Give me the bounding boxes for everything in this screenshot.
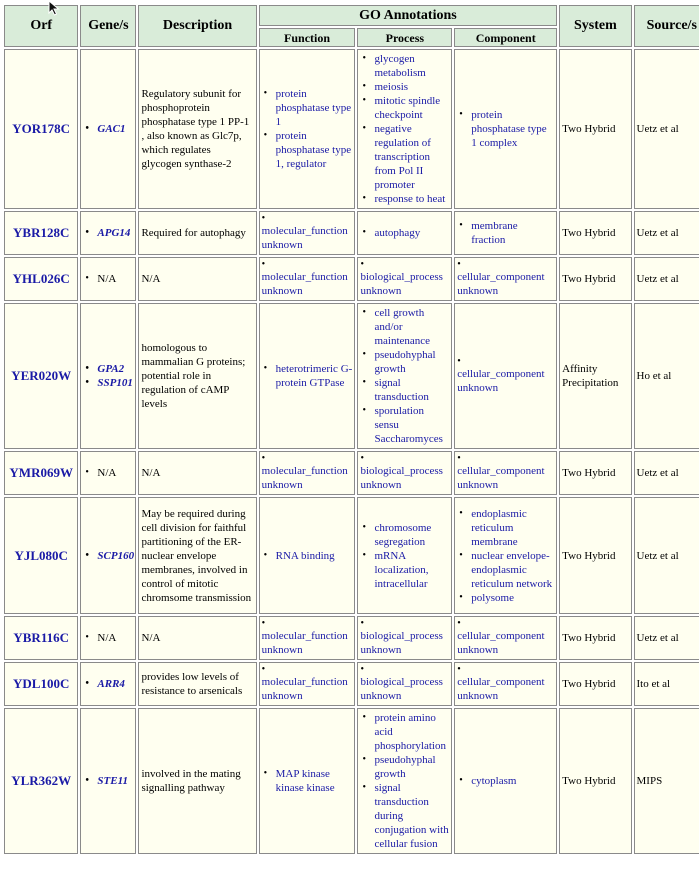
process-list bbox=[360, 226, 449, 240]
source-cell: Ho et al bbox=[634, 303, 699, 449]
process-term-link[interactable]: • pseudohyphal growth bbox=[360, 753, 449, 781]
table-row bbox=[4, 708, 699, 854]
genes-list bbox=[83, 122, 133, 136]
function-term-link[interactable]: • molecular_function unknown bbox=[262, 619, 353, 657]
component-list bbox=[457, 108, 554, 150]
genes-cell bbox=[80, 662, 136, 706]
process-cell bbox=[357, 49, 452, 209]
col-header-function: Function bbox=[259, 28, 356, 47]
description-cell: homologous to mammalian G proteins; potential role in regulation of cAMP levels bbox=[138, 303, 256, 449]
col-header-component: Component bbox=[454, 28, 557, 47]
genes-list bbox=[83, 549, 133, 563]
system-cell: Two Hybrid bbox=[559, 616, 631, 660]
function-list bbox=[262, 362, 353, 390]
col-header-description: Description bbox=[138, 5, 256, 47]
orf-cell bbox=[4, 257, 78, 301]
gene-link[interactable]: • APG14 bbox=[83, 226, 133, 240]
component-cell bbox=[454, 497, 557, 614]
col-header-go-annotations: GO Annotations bbox=[259, 5, 558, 26]
table-row bbox=[4, 257, 699, 301]
function-term-link[interactable]: • MAP kinase kinase kinase bbox=[262, 767, 353, 795]
function-term-link[interactable]: • heterotrimeric G-protein GTPase bbox=[262, 362, 353, 390]
orf-link[interactable]: YBR128C bbox=[13, 225, 70, 240]
process-term-link[interactable]: • biological_process unknown bbox=[360, 665, 449, 703]
component-list bbox=[457, 454, 554, 492]
process-list bbox=[360, 454, 449, 492]
function-list bbox=[262, 665, 353, 703]
description-cell: May be required during cell division for faithful partitioning of the ER-nuclear envelope membranes, involved in control of mitotic chromsome transmission bbox=[138, 497, 256, 614]
component-list bbox=[457, 507, 554, 605]
orf-link[interactable]: YBR116C bbox=[13, 630, 69, 645]
process-term-link[interactable]: • biological_process unknown bbox=[360, 619, 449, 657]
function-cell bbox=[259, 211, 356, 255]
genes-list bbox=[83, 272, 133, 286]
description-cell: involved in the mating signalling pathway bbox=[138, 708, 256, 854]
col-header-orf: Orf bbox=[4, 5, 78, 47]
component-term-link[interactable]: • protein phosphatase type 1 complex bbox=[457, 108, 554, 150]
system-cell: Two Hybrid bbox=[559, 708, 631, 854]
source-cell: Uetz et al bbox=[634, 616, 699, 660]
orf-cell bbox=[4, 303, 78, 449]
description-cell: N/A bbox=[138, 616, 256, 660]
description-cell: Regulatory subunit for phosphoprotein phosphatase type 1 PP-1 , also known as Glc7p, which regulates glycogen synthase-2 bbox=[138, 49, 256, 209]
process-term-link[interactable]: • protein amino acid phosphorylation bbox=[360, 711, 449, 753]
orf-cell bbox=[4, 451, 78, 495]
orf-link[interactable]: YMR069W bbox=[9, 465, 73, 480]
process-term-link[interactable]: • response to heat bbox=[360, 192, 449, 206]
component-term-link[interactable]: • cellular_component unknown bbox=[457, 619, 554, 657]
source-cell: Uetz et al bbox=[634, 211, 699, 255]
component-term-link[interactable]: • membrane fraction bbox=[457, 219, 554, 247]
genes-list bbox=[83, 631, 133, 645]
component-term-link[interactable]: • cellular_component unknown bbox=[457, 357, 554, 395]
orf-cell bbox=[4, 49, 78, 209]
component-list bbox=[457, 665, 554, 703]
component-term-link[interactable]: • endoplasmic reticulum membrane bbox=[457, 507, 554, 549]
description-cell: N/A bbox=[138, 257, 256, 301]
process-cell bbox=[357, 616, 452, 660]
gene-link[interactable]: • SSP101 bbox=[83, 376, 133, 390]
function-cell bbox=[259, 616, 356, 660]
source-cell: MIPS bbox=[634, 708, 699, 854]
process-list bbox=[360, 306, 449, 446]
process-list bbox=[360, 665, 449, 703]
process-term-link[interactable]: • mRNA localization, intracellular bbox=[360, 549, 449, 591]
function-list bbox=[262, 260, 353, 298]
function-term-link[interactable]: • RNA binding bbox=[262, 549, 353, 563]
process-list bbox=[360, 52, 449, 206]
source-cell: Uetz et al bbox=[634, 257, 699, 301]
orf-link[interactable]: YJL080C bbox=[14, 547, 68, 563]
process-term-link[interactable]: • signal transduction bbox=[360, 376, 449, 404]
orf-cell bbox=[4, 616, 78, 660]
process-term-link[interactable]: • biological_process unknown bbox=[360, 260, 449, 298]
table-row bbox=[4, 662, 699, 706]
description-cell: provides low levels of resistance to arsenicals bbox=[138, 662, 256, 706]
system-cell: Two Hybrid bbox=[559, 497, 631, 614]
description-cell: Required for autophagy bbox=[138, 211, 256, 255]
process-term-link[interactable]: • biological_process unknown bbox=[360, 454, 449, 492]
component-list bbox=[457, 619, 554, 657]
function-term-link[interactable]: • molecular_function unknown bbox=[262, 454, 353, 492]
component-cell bbox=[454, 211, 557, 255]
table-row bbox=[4, 49, 699, 209]
orf-cell bbox=[4, 662, 78, 706]
component-term-link[interactable]: • cellular_component unknown bbox=[457, 454, 554, 492]
system-cell: Two Hybrid bbox=[559, 662, 631, 706]
genes-cell bbox=[80, 497, 136, 614]
table-row bbox=[4, 303, 699, 449]
orf-link[interactable]: YOR178C bbox=[12, 121, 71, 136]
source-cell: Uetz et al bbox=[634, 497, 699, 614]
component-list bbox=[457, 774, 554, 788]
orf-cell bbox=[4, 497, 78, 614]
component-term-link[interactable]: • cellular_component unknown bbox=[457, 260, 554, 298]
process-term-link[interactable]: • mitotic spindle checkpoint bbox=[360, 94, 449, 122]
function-list bbox=[262, 87, 353, 171]
system-cell: Two Hybrid bbox=[559, 49, 631, 209]
process-term-link[interactable]: • autophagy bbox=[360, 226, 449, 240]
source-cell: Ito et al bbox=[634, 662, 699, 706]
genes-cell bbox=[80, 303, 136, 449]
genes-list bbox=[83, 226, 133, 240]
genes-list bbox=[83, 677, 133, 691]
function-cell bbox=[259, 257, 356, 301]
genes-list bbox=[83, 466, 133, 480]
component-cell bbox=[454, 662, 557, 706]
table-row bbox=[4, 211, 699, 255]
genes-cell bbox=[80, 49, 136, 209]
process-term-link[interactable]: • signal transduction during conjugation with cellular fusion bbox=[360, 781, 449, 851]
gene-link[interactable]: • SCP160 bbox=[83, 549, 133, 563]
process-list bbox=[360, 711, 449, 851]
component-list bbox=[457, 357, 554, 395]
col-header-system: System bbox=[559, 5, 631, 47]
process-cell bbox=[357, 662, 452, 706]
component-list bbox=[457, 219, 554, 247]
genes-cell bbox=[80, 616, 136, 660]
function-cell bbox=[259, 662, 356, 706]
component-term-link[interactable]: • nuclear envelope-endoplasmic reticulum network bbox=[457, 549, 554, 591]
function-cell bbox=[259, 451, 356, 495]
col-header-process: Process bbox=[357, 28, 452, 47]
process-term-link[interactable]: • cell growth and/or maintenance bbox=[360, 306, 449, 348]
orf-link[interactable]: YDL100C bbox=[13, 676, 70, 691]
function-list bbox=[262, 767, 353, 795]
function-term-link[interactable]: • molecular_function unknown bbox=[262, 665, 353, 703]
function-list bbox=[262, 214, 353, 252]
function-cell bbox=[259, 49, 356, 209]
table-body bbox=[4, 49, 699, 854]
genes-cell bbox=[80, 211, 136, 255]
genes-list bbox=[83, 362, 133, 390]
process-list bbox=[360, 260, 449, 298]
col-header-genes: Gene/s bbox=[80, 5, 136, 47]
function-term-link[interactable]: • protein phosphatase type 1, regulator bbox=[262, 129, 353, 171]
orf-link[interactable]: YER020W bbox=[11, 368, 72, 383]
col-header-source: Source/s bbox=[634, 5, 699, 47]
function-term-link[interactable]: • molecular_function unknown bbox=[262, 214, 353, 252]
orf-cell bbox=[4, 211, 78, 255]
process-term-link[interactable]: • negative regulation of transcription from Pol II promoter bbox=[360, 122, 449, 192]
process-cell bbox=[357, 497, 452, 614]
gene-item: • N/A bbox=[83, 466, 133, 480]
genes-cell bbox=[80, 451, 136, 495]
orf-link[interactable]: YLR362W bbox=[11, 773, 72, 788]
system-cell: Two Hybrid bbox=[559, 451, 631, 495]
header-row bbox=[4, 5, 699, 26]
gene-link[interactable]: • ARR4 bbox=[83, 677, 133, 691]
function-term-link[interactable]: • protein phosphatase type 1 bbox=[262, 87, 353, 129]
table-row bbox=[4, 451, 699, 495]
process-term-link[interactable]: • pseudohyphal growth bbox=[360, 348, 449, 376]
function-term-link[interactable]: • molecular_function unknown bbox=[262, 260, 353, 298]
component-cell bbox=[454, 49, 557, 209]
component-cell bbox=[454, 616, 557, 660]
function-list bbox=[262, 619, 353, 657]
source-cell: Uetz et al bbox=[634, 451, 699, 495]
process-term-link[interactable]: • meiosis bbox=[360, 80, 449, 94]
process-cell bbox=[357, 303, 452, 449]
process-cell bbox=[357, 451, 452, 495]
system-cell: Two Hybrid bbox=[559, 257, 631, 301]
interactions-table-container bbox=[2, 3, 699, 856]
process-cell bbox=[357, 211, 452, 255]
gene-item: • N/A bbox=[83, 631, 133, 645]
orf-cell bbox=[4, 708, 78, 854]
system-cell: Affinity Precipitation bbox=[559, 303, 631, 449]
interactions-table bbox=[2, 3, 699, 856]
system-cell: Two Hybrid bbox=[559, 211, 631, 255]
process-term-link[interactable]: • sporulation sensu Saccharomyces bbox=[360, 404, 449, 446]
mouse-pointer-icon bbox=[48, 0, 60, 16]
component-cell bbox=[454, 303, 557, 449]
function-cell bbox=[259, 708, 356, 854]
function-cell bbox=[259, 497, 356, 614]
function-list bbox=[262, 454, 353, 492]
genes-cell bbox=[80, 708, 136, 854]
orf-link[interactable]: YHL026C bbox=[12, 271, 70, 286]
component-term-link[interactable]: • cellular_component unknown bbox=[457, 665, 554, 703]
genes-cell bbox=[80, 257, 136, 301]
component-list bbox=[457, 260, 554, 298]
function-cell bbox=[259, 303, 356, 449]
genes-list bbox=[83, 774, 133, 788]
process-cell bbox=[357, 708, 452, 854]
process-cell bbox=[357, 257, 452, 301]
gene-item: • N/A bbox=[83, 272, 133, 286]
gene-link[interactable]: • GAC1 bbox=[83, 122, 133, 136]
function-list bbox=[262, 549, 353, 563]
process-term-link[interactable]: • glycogen metabolism bbox=[360, 52, 449, 80]
table-row bbox=[4, 497, 699, 614]
component-term-link[interactable]: • polysome bbox=[457, 591, 554, 605]
component-cell bbox=[454, 257, 557, 301]
table-row bbox=[4, 616, 699, 660]
source-cell: Uetz et al bbox=[634, 49, 699, 209]
component-cell bbox=[454, 708, 557, 854]
gene-link[interactable]: • GPA2 bbox=[83, 362, 133, 376]
process-list bbox=[360, 619, 449, 657]
gene-link[interactable]: • STE11 bbox=[83, 774, 133, 788]
process-term-link[interactable]: • chromosome segregation bbox=[360, 521, 449, 549]
component-cell bbox=[454, 451, 557, 495]
component-term-link[interactable]: • cytoplasm bbox=[457, 774, 554, 788]
process-list bbox=[360, 521, 449, 591]
description-cell: N/A bbox=[138, 451, 256, 495]
